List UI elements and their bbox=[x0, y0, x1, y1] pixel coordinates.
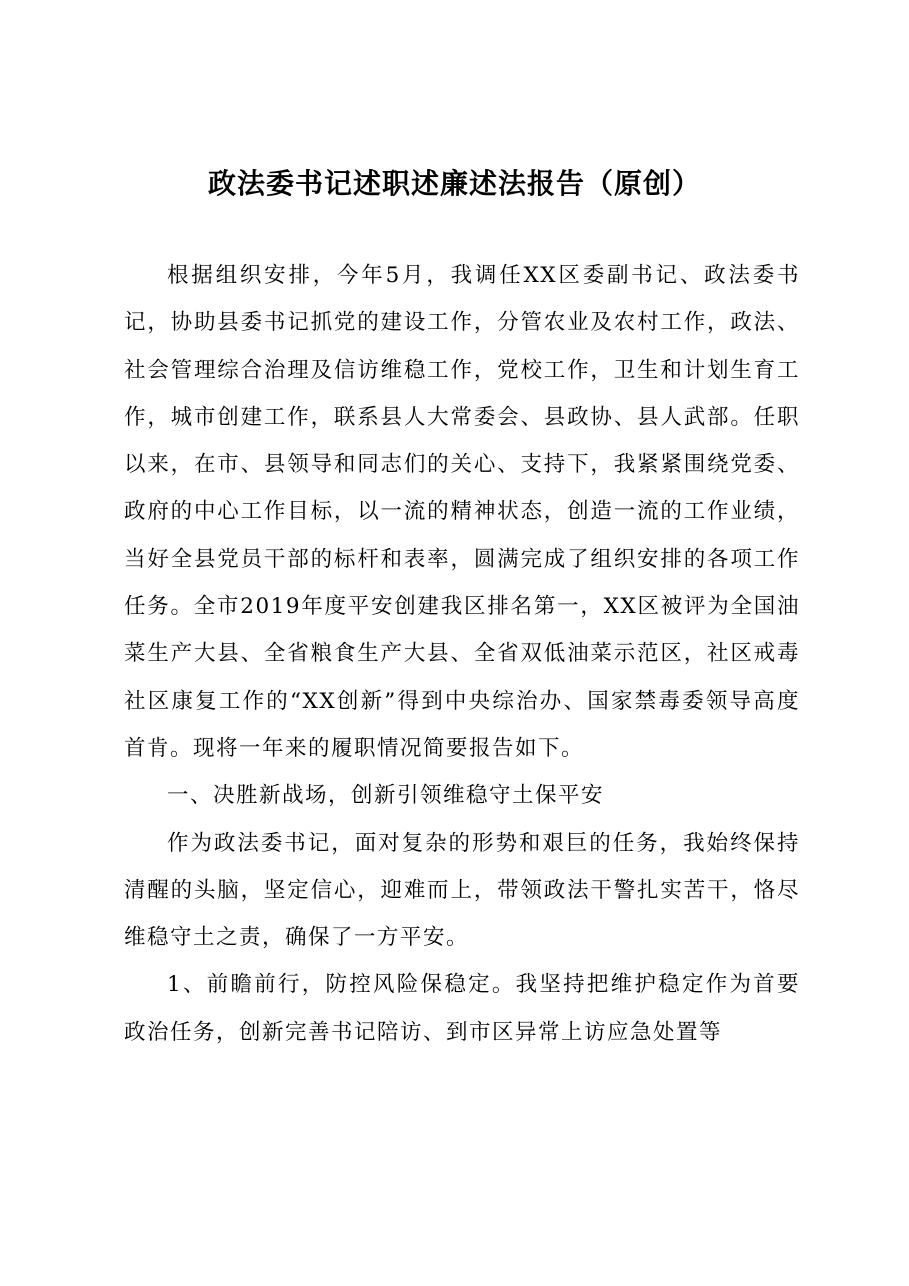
document-title: 政法委书记述职述廉述法报告（原创） bbox=[207, 167, 701, 200]
document-body bbox=[124, 252, 800, 1056]
paragraph-item-1: 1、前瞻前行，防控风险保稳定。我坚持把维护稳定作为首要政治任务，创新完善书记陪访、到市区异常上访应急处置等 bbox=[124, 972, 800, 1045]
paragraph-intro: 根据组织安排，今年5月，我调任XX区委副书记、政法委书记，协助县委书记抓党的建设工作，分管农业及农村工作，政法、社会管理综合治理及信访维稳工作，党校工作，卫生和计划生育工作，城市创建工作，联系县人大常委会、县政协、县人武部。任职以来，在市、县领导和同志们的关心、支持下，我紧紧围绕党委、政府的中心工作目标，以一流的精神状态，创造一流的工作业绩，当好全县党员干部的标杆和表率，圆满完成了组织安排的各项工作任务。全市2019年度平安创建我区排名第一，XX区被评为全国油菜生产大县、全省粮食生产大县、全省双低油菜示范区，社区戒毒社区康复工作的“XX创新”得到中央综治办、国家禁毒委领导高度首肯。现将一年来的履职情况简要报告如下。 bbox=[124, 263, 800, 761]
section-heading-1: 一、决胜新战场，创新引领维稳守土保平安 bbox=[167, 783, 605, 809]
paragraph-section-1: 作为政法委书记，面对复杂的形势和艰巨的任务，我始终保持清醒的头脑，坚定信心，迎难而上，带领政法干警扎实苦干，恪尽维稳守土之责，确保了一方平安。 bbox=[124, 830, 800, 951]
